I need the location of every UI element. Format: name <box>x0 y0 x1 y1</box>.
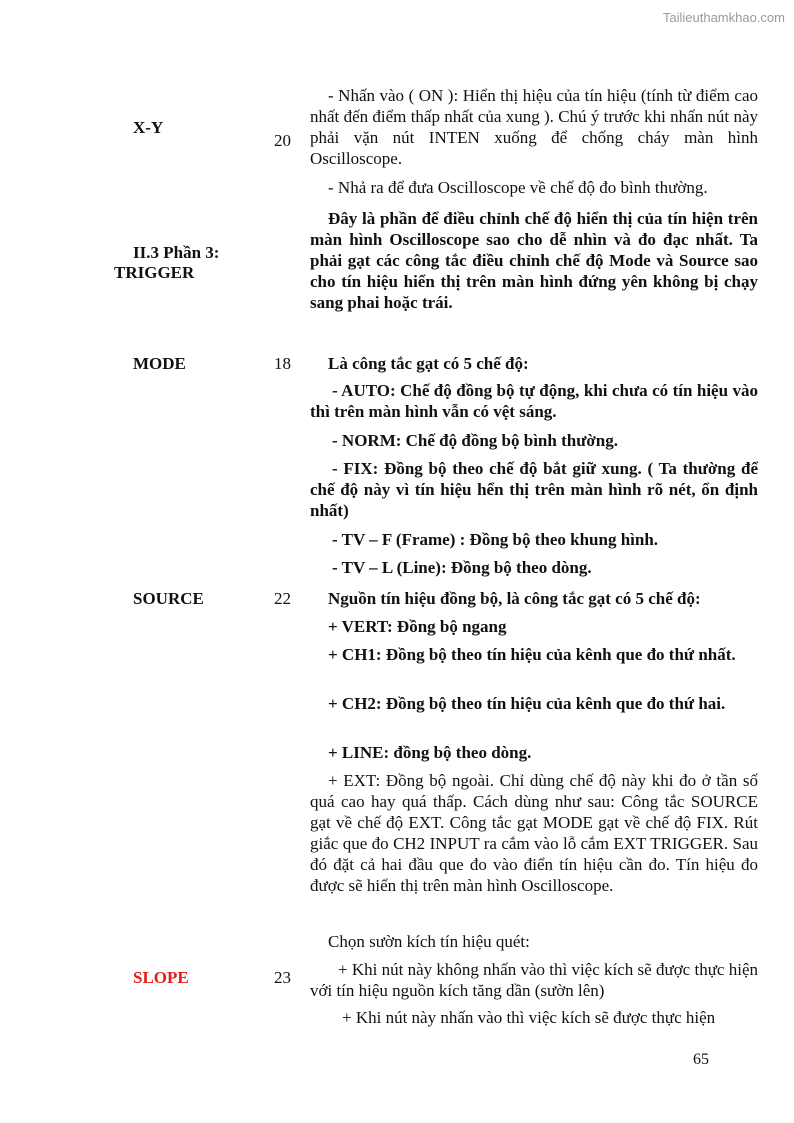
mode-number: 18 <box>274 354 291 373</box>
mode-fix: - FIX: Đồng bộ theo chế độ bắt giữ xung. ( Ta thường để chế độ này vì tín hiệu hển thị trên màn hình rõ nét, ổn định nhất) <box>310 459 758 520</box>
trigger-para: Đây là phần để điều chỉnh chế độ hiển thị của tín hiện trên màn hình Oscilloscope sao cho dễ nhìn và đo đạc nhất. Ta phải gạt các công tắc điều chỉnh chế độ Mode và Source sao cho tín hiệu hiển thị trên màn hình đứng yên không bị chạy sang phai hoặc trái. <box>310 209 758 312</box>
mode-label: MODE <box>133 354 186 373</box>
mode-norm: - NORM: Chế độ đồng bộ bình thường. <box>332 431 619 450</box>
watermark: Tailieuthamkhao.com <box>662 10 785 25</box>
slope-label: SLOPE <box>133 968 189 987</box>
trigger-label-line2: TRIGGER <box>114 263 195 282</box>
mode-intro: Là công tắc gạt có 5 chế độ: <box>328 354 529 373</box>
xy-para-off: - Nhả ra để đưa Oscilloscope về chế độ đo bình thường. <box>328 178 708 197</box>
trigger-label-line1: II.3 Phần 3: <box>133 243 220 262</box>
slope-intro: Chọn sườn kích tín hiệu quét: <box>328 932 530 951</box>
xy-label: X-Y <box>133 118 164 137</box>
source-ch1: + CH1: Đồng bộ theo tín hiệu của kênh que đo thứ nhất. <box>328 645 736 664</box>
xy-para-on: - Nhấn vào ( ON ): Hiển thị hiệu của tín hiệu (tính từ điểm cao nhất đến điểm thấp nhất của xung ). Chú ý trước khi nhấn nút này phải vặn nút INTEN xuống để chống cháy màn hình Oscilloscope. <box>310 86 758 168</box>
slope-off: + Khi nút này không nhấn vào thì việc kích sẽ được thực hiện với tín hiệu nguồn kích tăng dần (sườn lên) <box>310 960 758 1000</box>
mode-auto: - AUTO: Chế độ đồng bộ tự động, khi chưa có tín hiệu vào thì trên màn hình vẫn có vệt sáng. <box>310 381 758 421</box>
mode-tv-line: - TV – L (Line): Đồng bộ theo dòng. <box>332 558 592 577</box>
source-vert: + VERT: Đồng bộ ngang <box>328 617 507 636</box>
slope-on: + Khi nút này nhấn vào thì việc kích sẽ được thực hiện <box>342 1008 716 1027</box>
source-number: 22 <box>274 589 291 608</box>
source-label: SOURCE <box>133 589 204 608</box>
source-line: + LINE: đồng bộ theo dòng. <box>328 743 532 762</box>
source-intro: Nguồn tín hiệu đồng bộ, là công tắc gạt có 5 chế độ: <box>328 589 701 608</box>
source-ext: + EXT: Đồng bộ ngoài. Chỉ dùng chế độ này khi đo ở tần số quá cao hay quá thấp. Cách dùng như sau: Công tắc SOURCE gạt về chế độ EXT. Công tắc gạt MODE gạt về chế độ FIX. Rút giắc que đo CH2 INPUT ra cắm vào lỗ cắm EXT TRIGGER. Sau đó đặt cả hai đầu que đo vào điển tín hiệu cần đo. Tín hiệu đo được sẽ hiển thị trên màn hình Oscilloscope. <box>310 771 758 895</box>
mode-tv-frame: - TV – F (Frame) : Đồng bộ theo khung hình. <box>332 530 659 549</box>
page-number: 65 <box>693 1051 709 1068</box>
slope-number: 23 <box>274 968 291 987</box>
source-ch2: + CH2: Đồng bộ theo tín hiệu của kênh que đo thứ hai. <box>328 694 726 713</box>
xy-number: 20 <box>274 131 291 150</box>
